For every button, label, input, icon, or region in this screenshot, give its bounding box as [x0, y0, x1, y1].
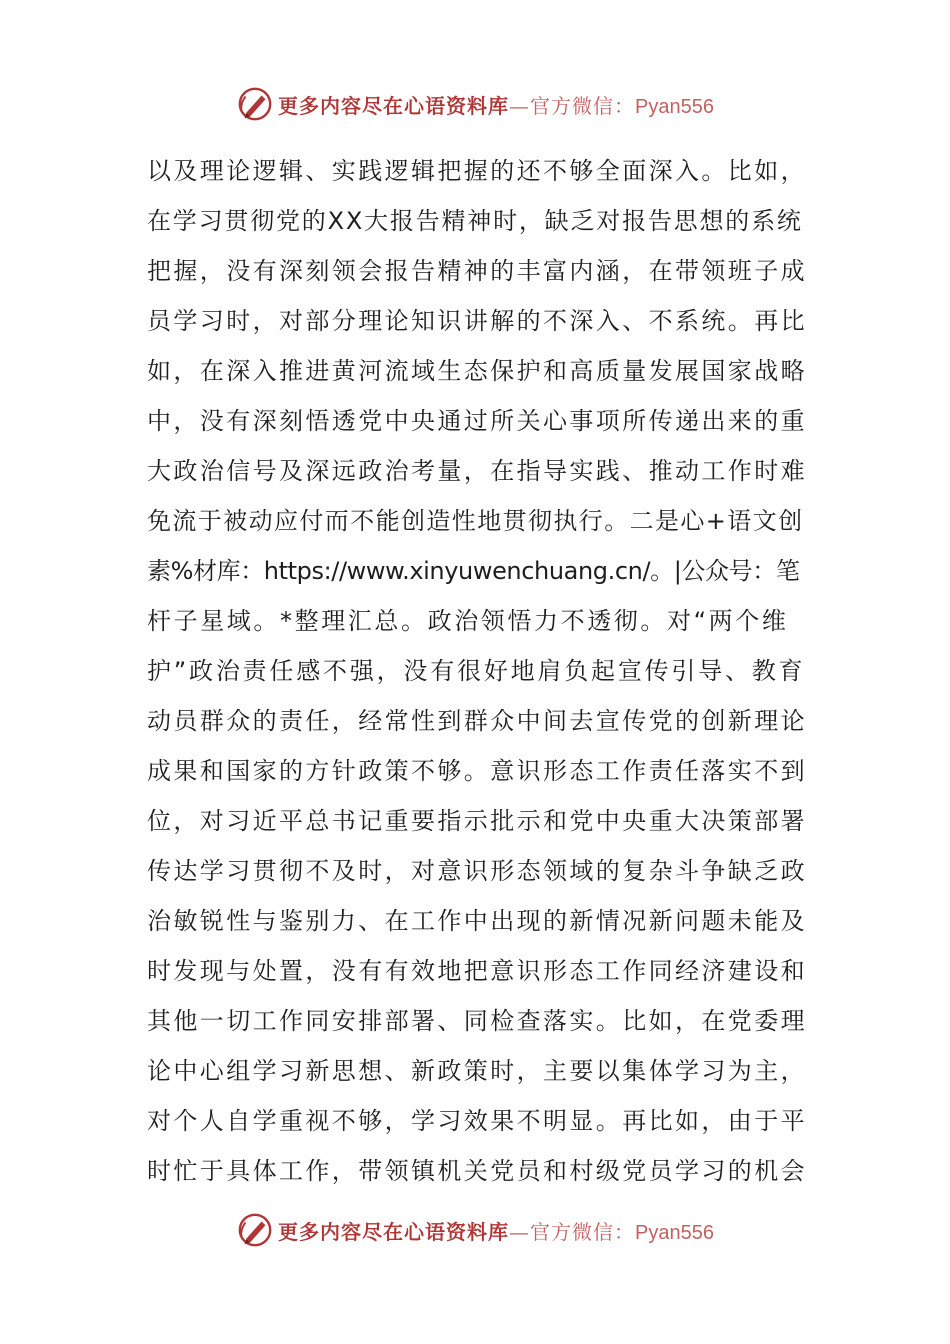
- text-line: 在学习贯彻党的XX大报告精神时，缺乏对报告思想的系统: [147, 207, 803, 235]
- banner-text: [278, 1216, 714, 1245]
- text-line: 素%材库：https://www.xinyuwenchuang.cn/。|公众号：笔: [147, 557, 800, 585]
- text-line: 免流于被动应付而不能创造性地贯彻执行。二是心+语文创: [147, 507, 804, 535]
- document-body: [147, 146, 807, 1196]
- banner-main-text: 更多内容尽在心语资料库: [278, 1219, 510, 1244]
- text-line: 成果和国家的方针政策不够。意识形态工作责任落实不到: [147, 757, 807, 785]
- text-line: 如，在深入推进黄河流域生态保护和高质量发展国家战略: [147, 357, 807, 385]
- text-line: 对个人自学重视不够，学习效果不明显。再比如，由于平: [147, 1107, 807, 1135]
- header-banner: [0, 82, 950, 126]
- banner-text: [278, 90, 714, 119]
- text-line: 位，对习近平总书记重要指示批示和党中央重大决策部署: [147, 807, 807, 835]
- text-line: 动员群众的责任，经常性到群众中间去宣传党的创新理论: [147, 707, 807, 735]
- banner-wechat-id: Pyan556: [635, 1221, 714, 1244]
- text-line: 护”政治责任感不强，没有很好地肩负起宣传引导、教育: [147, 657, 806, 685]
- text-line: 时发现与处置，没有有效地把意识形态工作同经济建设和: [147, 957, 807, 985]
- text-line: 治敏锐性与鉴别力、在工作中出现的新情况新问题未能及: [147, 907, 807, 935]
- footer-banner: [0, 1208, 950, 1252]
- pen-logo-icon: [236, 85, 274, 123]
- banner-main-text: 更多内容尽在心语资料库: [278, 93, 510, 118]
- text-line: 论中心组学习新思想、新政策时，主要以集体学习为主，: [147, 1057, 807, 1085]
- text-line: 传达学习贯彻不及时，对意识形态领域的复杂斗争缺乏政: [147, 857, 807, 885]
- text-line: 把握，没有深刻领会报告精神的丰富内涵，在带领班子成: [147, 257, 807, 285]
- text-line: 以及理论逻辑、实践逻辑把握的还不够全面深入。比如，: [147, 157, 807, 185]
- text-line: 员学习时，对部分理论知识讲解的不深入、不系统。再比: [147, 307, 807, 335]
- text-line: 杆子星域。*整理汇总。政治领悟力不透彻。对“两个维: [147, 607, 789, 635]
- banner-sub-text: —官方微信：: [509, 93, 636, 118]
- banner-sub-text: —官方微信：: [509, 1219, 636, 1244]
- text-line: 大政治信号及深远政治考量，在指导实践、推动工作时难: [147, 457, 807, 485]
- text-line: 时忙于具体工作，带领镇机关党员和村级党员学习的机会: [147, 1157, 807, 1185]
- banner-wechat-id: Pyan556: [635, 95, 714, 118]
- text-line: 其他一切工作同安排部署、同检查落实。比如，在党委理: [147, 1007, 807, 1035]
- text-line: 中，没有深刻悟透党中央通过所关心事项所传递出来的重: [147, 407, 807, 435]
- pen-logo-icon: [236, 1211, 274, 1249]
